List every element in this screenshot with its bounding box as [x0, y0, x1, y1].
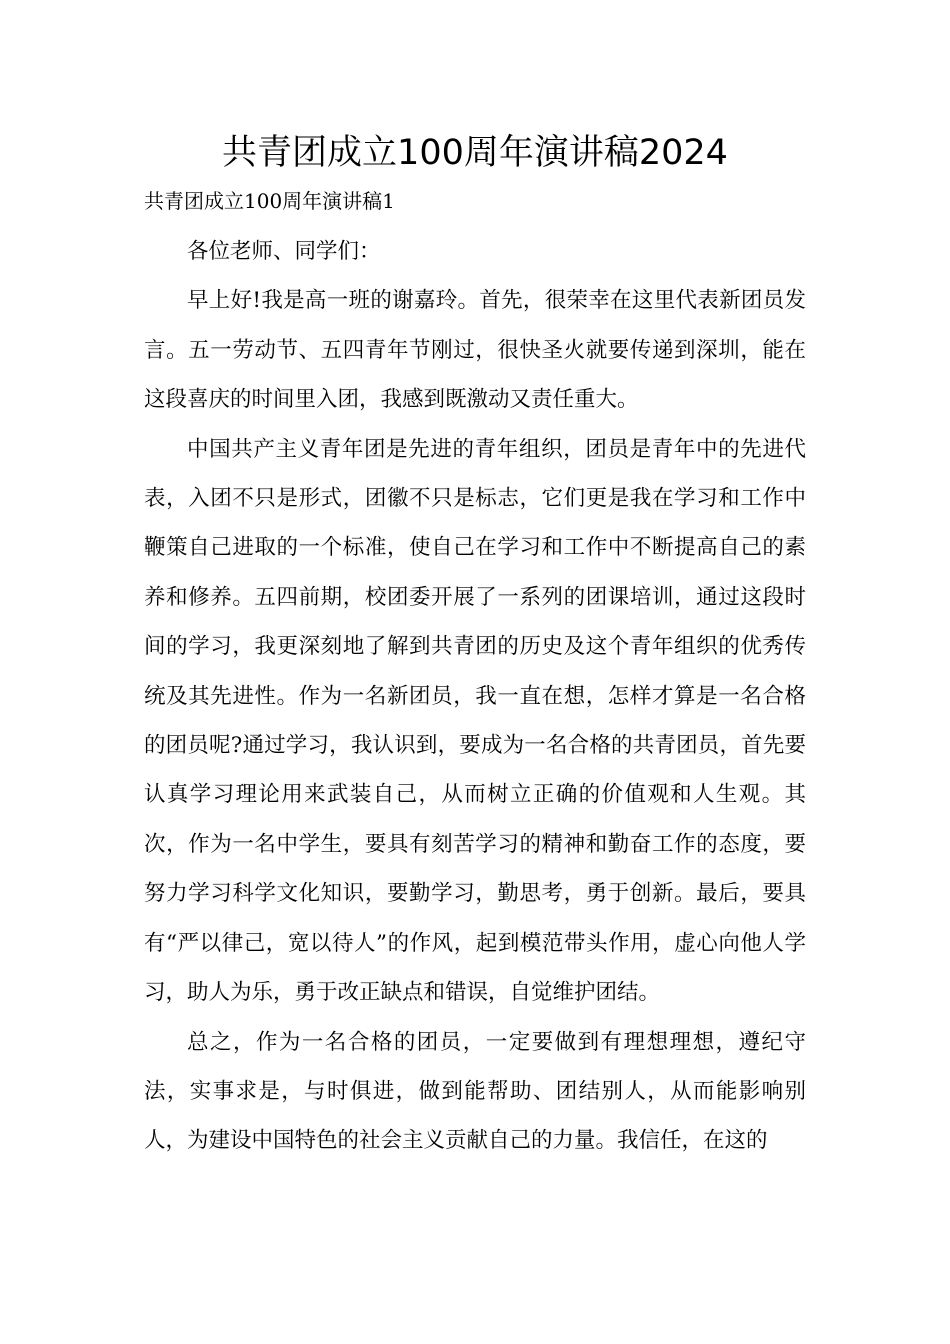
paragraph-conclusion: 总之，作为一名合格的团员，一定要做到有理想理想，遵纪守法，实事求是，与时俱进，做到能帮助、团结别人，从而能影响别人，为建设中国特色的社会主义贡献自己的力量。我信任，在这的 — [144, 1029, 806, 1154]
document-body — [144, 227, 806, 1166]
paragraph-introduction: 早上好!我是高一班的谢嘉玲。首先，很荣幸在这里代表新团员发言。五一劳动节、五四青年节刚过，很快圣火就要传递到深圳，能在这段喜庆的时间里入团，我感到既激动又责任重大。 — [144, 288, 806, 413]
paragraph-main: 中国共产主义青年团是先进的青年组织，团员是青年中的先进代表，入团不只是形式，团徽不只是标志，它们更是我在学习和工作中鞭策自己进取的一个标准，使自己在学习和工作中不断提高自己的素养和修养。五四前期，校团委开展了一系列的团课培训，通过这段时间的学习，我更深刻地了解到共青团的历史及这个青年组织的优秀传统及其先进性。作为一名新团员，我一直在想，怎样才算是一名合格的团员呢?通过学习，我认识到，要成为一名合格的共青团员，首先要认真学习理论用来武装自己，从而树立正确的价值观和人生观。其次，作为一名中学生，要具有刻苦学习的精神和勤奋工作的态度，要努力学习科学文化知识，要勤学习，勤思考，勇于创新。最后，要具有“严以律己，宽以待人”的作风，起到模范带头作用，虚心向他人学习，助人为乐，勇于改正缺点和错误，自觉维护团结。 — [144, 436, 806, 1006]
document-title: 共青团成立100周年演讲稿2024 — [222, 133, 728, 173]
paragraph-greeting: 各位老师、同学们： — [187, 239, 381, 264]
section-heading: 共青团成立100周年演讲稿1 — [144, 189, 395, 213]
